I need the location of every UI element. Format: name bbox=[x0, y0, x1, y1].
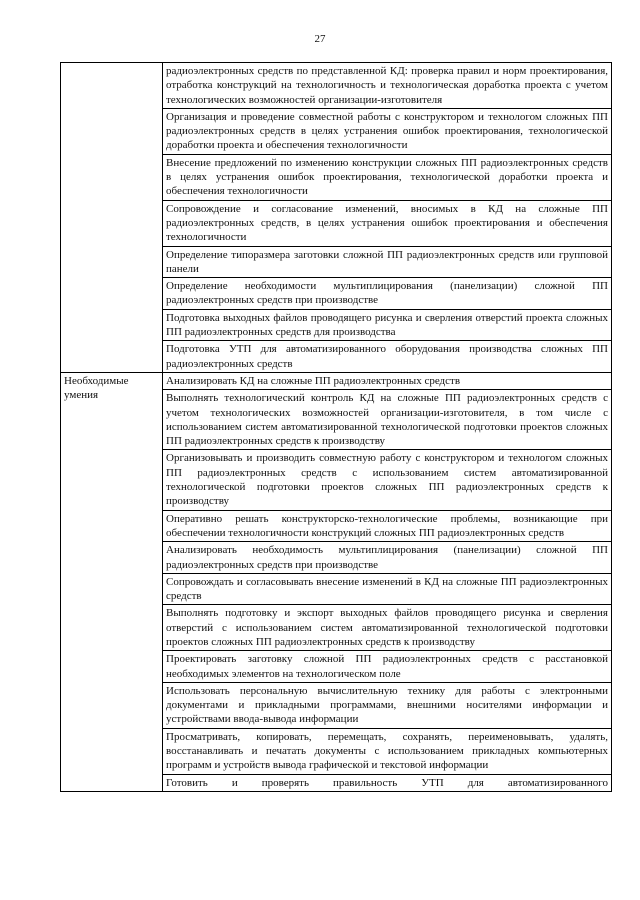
list-item: Организовывать и производить совместную работу с конструктором и технологом сложных ПП радиоэлектронных средств с использованием систем автоматизированной технологической подготовки проектов сложных ПП радиоэлектронных средств к производству bbox=[163, 450, 612, 510]
list-item: Анализировать необходимость мультиплицирования (панелизации) сложной ПП радиоэлектронных средств при производстве bbox=[163, 542, 612, 574]
category-cell-continued bbox=[61, 63, 163, 373]
list-item: Проектировать заготовку сложной ПП радиоэлектронных средств с расстановкой необходимых элементов на технологическом поле bbox=[163, 651, 612, 683]
list-item: Выполнять технологический контроль КД на сложные ПП радиоэлектронных средств с учетом технологических возможностей организации-изготовителя, в том числе с использованием систем автоматизированной технологической подготовки проектов сложных ПП радиоэлектронных средств к производству bbox=[163, 390, 612, 450]
page-number: 27 bbox=[314, 33, 326, 45]
table-row bbox=[61, 63, 612, 109]
list-item: Внесение предложений по изменению конструкции сложных ПП радиоэлектронных средств в целях устранения ошибок проектирования, технологической доработки проекта и обеспечения технологичности bbox=[163, 154, 612, 200]
list-item: Подготовка УТП для автоматизированного оборудования производства сложных ПП радиоэлектронных средств bbox=[163, 341, 612, 373]
list-item: Организация и проведение совместной работы с конструктором и технологом сложных ПП радиоэлектронных средств в целях устранения ошибок проектирования, технологической доработки проекта и обеспечения технологичности bbox=[163, 108, 612, 154]
category-cell-skills: Необходимые умения bbox=[61, 372, 163, 791]
list-item: Оперативно решать конструкторско-технологические проблемы, возникающие при обеспечении технологичности конструкций сложных ПП радиоэлектронных средств bbox=[163, 510, 612, 542]
list-item: Определение необходимости мультиплицирования (панелизации) сложной ПП радиоэлектронных средств при производстве bbox=[163, 278, 612, 310]
table-row bbox=[61, 372, 612, 389]
list-item: Использовать персональную вычислительную технику для работы с электронными документами и прикладными программами, внешними носителями информации и устройствами ввода-вывода информации bbox=[163, 682, 612, 728]
list-item: Подготовка выходных файлов проводящего рисунка и сверления отверстий проекта сложных ПП радиоэлектронных средств для производства bbox=[163, 309, 612, 341]
list-item: Выполнять подготовку и экспорт выходных файлов проводящего рисунка и сверления отверстий с использованием систем автоматизированной технологической подготовки проектов сложных ПП радиоэлектронных средств к производству bbox=[163, 605, 612, 651]
list-item: Сопровождение и согласование изменений, вносимых в КД на сложные ПП радиоэлектронных средств, в целях устранения ошибок проектирования и обеспечения технологичности bbox=[163, 200, 612, 246]
list-item: радиоэлектронных средств по представленной КД: проверка правил и норм проектирования, отработка конструкций на технологичность и технологическая доработка проекта с учетом технологических возможностей организации-изготовителя bbox=[163, 63, 612, 109]
list-item: Просматривать, копировать, перемещать, сохранять, переименовывать, удалять, восстанавливать и печатать документы с использованием прикладных компьютерных программ и устройств вывода графической и текстовой информации bbox=[163, 728, 612, 774]
list-item: Определение типоразмера заготовки сложной ПП радиоэлектронных средств или групповой панели bbox=[163, 246, 612, 278]
requirements-table bbox=[60, 62, 612, 792]
list-item: Сопровождать и согласовывать внесение изменений в КД на сложные ПП радиоэлектронных средств bbox=[163, 573, 612, 605]
list-item: Готовить и проверять правильность УТП для автоматизированного bbox=[163, 774, 612, 791]
list-item: Анализировать КД на сложные ПП радиоэлектронных средств bbox=[163, 372, 612, 389]
